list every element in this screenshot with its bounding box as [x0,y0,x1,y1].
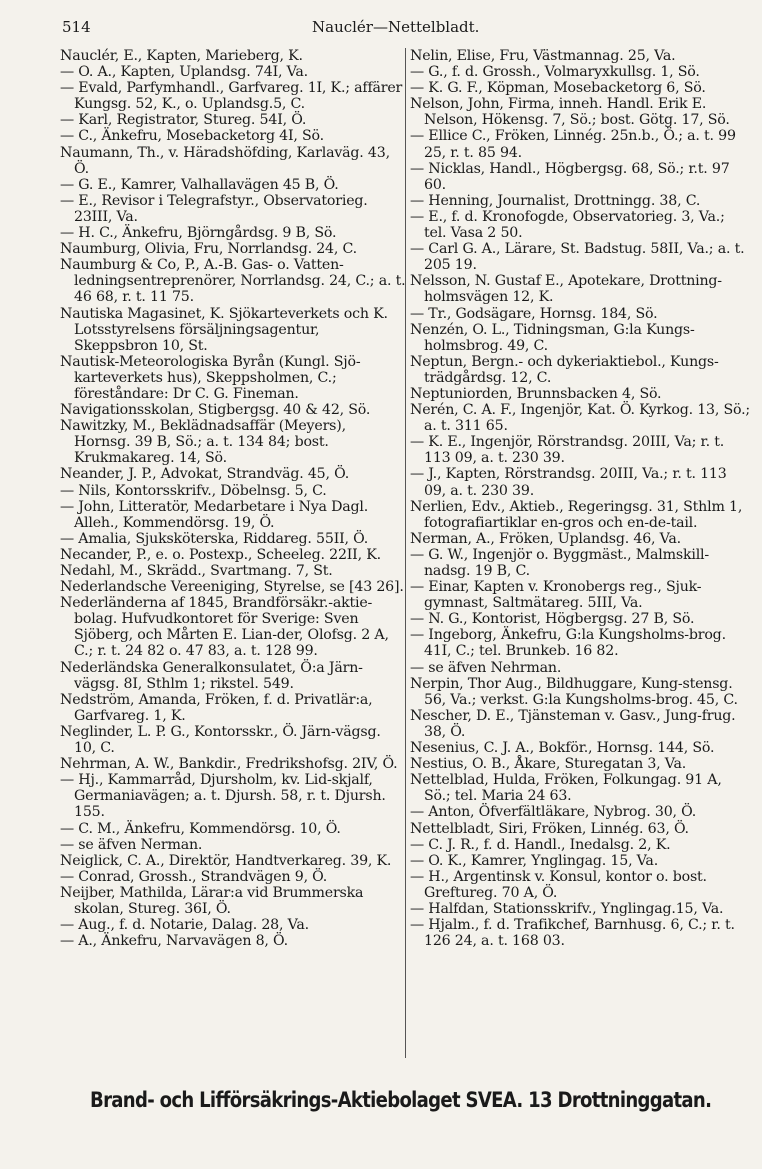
directory-entry: — G. E., Kamrer, Valhallavägen 45 B, Ö. [60,176,339,193]
directory-entry: Nelsson, N. Gustaf E., Apotekare, Drottning-holmsvägen 12, K. [410,273,722,306]
directory-entry: — H., Argentinsk v. Konsul, kontor o. bost. Greftureg. 70 A, Ö. [410,868,707,901]
directory-entry: — K. G. F., Köpman, Mosebacketorg 6, Sö. [410,80,706,97]
directory-entry: Naumburg, Olivia, Fru, Norrlandsg. 24, C. [60,241,357,258]
directory-entry: — E., Revisor i Telegrafstyr., Observatorieg. 23III, Va. [60,192,368,225]
directory-entry: Naumburg & Co, P., A.-B. Gas- o. Vatten-ledningsentreprenörer, Norrlandsg. 24, C.; a. t. 46 68, r. t. 11 75. [60,257,406,306]
directory-entry: Neander, J. P., Advokat, Strandväg. 45, Ö. [60,466,350,483]
directory-entry: — Karl, Registrator, Stureg. 54I, Ö. [60,112,307,129]
directory-entry: Nerén, C. A. F., Ingenjör, Kat. Ö. Kyrkog. 13, Sö.; a. t. 311 65. [410,402,750,435]
directory-entry: Nescher, D. E., Tjänsteman v. Gasv., Jung-frug. 38, Ö. [410,707,736,740]
directory-entry: Nawitzky, M., Beklädnadsaffär (Meyers), Hornsg. 39 B, Sö.; a. t. 134 84; bost. Krukmakareg. 14, Sö. [60,418,346,467]
directory-entry: — G., f. d. Grossh., Volmaryxkullsg. 1, Sö. [410,64,700,81]
directory-entry: — E., f. d. Kronofogde, Observatorieg. 3, Va.; tel. Vasa 2 50. [410,208,725,242]
directory-entry: Nestius, O. B., Åkare, Sturegatan 3, Va. [410,756,687,773]
directory-entry: Navigationsskolan, Stigbergsg. 40 & 42, Sö. [60,402,371,419]
directory-entry: — Anton, Öfverfältläkare, Nybrog. 30, Ö. [410,804,697,821]
left-column [60,48,406,949]
directory-entry: — se äfven Nerman. [60,836,203,853]
directory-entry: — C., Änkefru, Mosebacketorg 4I, Sö. [60,128,324,145]
directory-entry: Nederländerna af 1845, Brandförsäkr.-aktie-bolag. Hufvudkontoret för Sverige: Sven Sjöberg, och Mårten E. Lian-der, Olofsg. 2 A, C.; r. t. 24 82 o. 47 83, a. t. 128 99. [60,595,389,660]
directory-entry: — Ellice C., Fröken, Linnég. 25n.b., Ö.; a. t. 99 25, r. t. 85 94. [410,128,736,161]
directory-entry: Nesenius, C. J. A., Bokför., Hornsg. 144, Sö. [410,740,715,757]
advertisement-banner: Brand- och Lifförsäkrings-Aktiebolaget SVEA. 13 Drottninggatan. [90,1088,712,1112]
directory-entry: Nederlandsche Vereeniging, Styrelse, se [43 26]. [60,579,404,596]
directory-entry: — Evald, Parfymhandl., Garfvareg. 1I, K.; affärer Kungsg. 52, K., o. Uplandsg.5, C. [60,80,403,113]
directory-columns [60,48,750,1073]
directory-entry: — Carl G. A., Lärare, St. Badstug. 58II, Va.; a. t. 205 19. [410,241,745,274]
directory-entry: — J., Kapten, Rörstrandsg. 20III, Va.; r. t. 113 09, a. t. 230 39. [410,466,727,499]
directory-entry: Naumann, Th., v. Häradshöfding, Karlaväg. 43, Ö. [60,144,390,177]
directory-entry: Nehrman, A. W., Bankdir., Fredrikshofsg. 2IV, Ö. [60,756,398,773]
directory-entry: Nedahl, M., Skrädd., Svartmang. 7, St. [60,563,333,579]
directory-entry: — Conrad, Grossh., Strandvägen 9, Ö. [60,868,328,885]
directory-entry: Necander, P., e. o. Postexp., Scheeleg. 22II, K. [60,546,381,563]
directory-entry: Nerpin, Thor Aug., Bildhuggare, Kung-stensg. 56, Va.; verkst. G:la Kungsholms-brog. 45, C. [410,675,738,708]
right-column [410,48,750,949]
directory-entry: — K. E., Ingenjör, Rörstrandsg. 20III, Va; r. t. 113 09, a. t. 230 39. [410,434,725,467]
directory-entry: — H. C., Änkefru, Björngårdsg. 9 B, Sö. [60,225,337,242]
directory-entry: — Einar, Kapten v. Kronobergs reg., Sjuk-gymnast, Saltmätareg. 5III, Va. [410,579,702,612]
directory-entry: — Halfdan, Stationsskrifv., Ynglingag.15, Va. [410,900,724,917]
directory-entry: — Nils, Kontorsskrifv., Döbelnsg. 5, C. [60,482,327,499]
directory-entry: Nedström, Amanda, Fröken, f. d. Privatlär:a, Garfvareg. 1, K. [60,691,373,724]
directory-entry: Nautiska Magasinet, K. Sjökarteverkets och K. Lotsstyrelsens försäljningsagentur, Skeppsbron 10, St. [60,305,388,354]
directory-entry: Nenzén, O. L., Tidningsman, G:la Kungs-holmsbrog. 49, C. [410,321,695,354]
directory-entry: — O. K., Kamrer, Ynglingag. 15, Va. [410,852,658,869]
directory-entry: — Aug., f. d. Notarie, Dalag. 28, Va. [60,917,309,934]
directory-entry: Nauclér, E., Kapten, Marieberg, K. [60,48,303,64]
directory-entry: — John, Litteratör, Medarbetare i Nya Dagl. Alleh., Kommendörsg. 19, Ö. [60,498,369,531]
directory-entry: Neglinder, L. P. G., Kontorsskr., Ö. Järn-vägsg. 10, C. [60,723,381,757]
directory-entry: — Hjalm., f. d. Trafikchef, Barnhusg. 6, C.; r. t. 126 24, a. t. 168 03. [410,917,735,950]
directory-entry: Neiglick, C. A., Direktör, Handtverkareg. 39, K. [60,852,392,869]
directory-entry: — Hj., Kammarråd, Djursholm, kv. Lid-skjalf, Germaniavägen; a. t. Djursh. 58, r. t. Djursh. 155. [60,772,386,821]
directory-entry: Nerman, A., Fröken, Uplandsg. 46, Va. [410,530,681,547]
directory-entry: Nautisk-Meteorologiska Byrån (Kungl. Sjö-karteverkets hus), Skeppsholmen, C.; föreståndare: Dr C. G. Fineman. [60,353,361,402]
running-head: Nauclér—Nettelbladt. [312,18,480,36]
directory-entry: — O. A., Kapten, Uplandsg. 74I, Va. [60,64,308,81]
page-header [62,18,738,44]
directory-entry: — G. W., Ingenjör o. Byggmäst., Malmskill-nadsg. 19 B, C. [410,546,709,579]
directory-entry: — se äfven Nehrman. [410,659,562,676]
directory-entry: Nettelbladt, Siri, Fröken, Linnég. 63, Ö. [410,820,689,837]
directory-entry: Neptun, Bergn.- och dykeriaktiebol., Kungs-trädgårdsg. 12, C. [410,353,719,386]
directory-entry: — Henning, Journalist, Drottningg. 38, C. [410,192,701,209]
directory-entry: Nettelblad, Hulda, Fröken, Folkungag. 91 A, Sö.; tel. Maria 24 63. [410,772,722,805]
directory-entry: — A., Änkefru, Narvavägen 8, Ö. [60,933,288,950]
directory-entry: Nelson, John, Firma, inneh. Handl. Erik E. Nelson, Hökensg. 7, Sö.; bost. Götg. 17, Sö. [410,96,730,129]
directory-entry: Nelin, Elise, Fru, Västmannag. 25, Va. [410,48,676,64]
directory-entry: — Tr., Godsägare, Hornsg. 184, Sö. [410,305,658,322]
directory-entry: — Nicklas, Handl., Högbergsg. 68, Sö.; r.t. 97 60. [410,160,730,193]
directory-entry: — C. M., Änkefru, Kommendörsg. 10, Ö. [60,820,341,837]
directory-entry: — C. J. R., f. d. Handl., Inedalsg. 2, K. [410,836,671,853]
directory-entry: — N. G., Kontorist, Högbergsg. 27 B, Sö. [410,611,695,628]
column-divider [405,48,406,1058]
directory-entry: Nederländska Generalkonsulatet, Ö:a Järn-vägsg. 8I, Sthlm 1; rikstel. 549. [60,659,363,692]
directory-entry: — Amalia, Sjuksköterska, Riddareg. 55II, Ö. [60,530,369,547]
directory-entry: — Ingeborg, Änkefru, G:la Kungsholms-brog. 41I, C.; tel. Brunkeb. 16 82. [410,627,726,660]
page-number: 514 [62,18,91,36]
directory-entry: Neijber, Mathilda, Lärar:a vid Brummerska skolan, Stureg. 36I, Ö. [60,884,364,917]
directory-entry: Nerlien, Edv., Aktieb., Regeringsg. 31, Sthlm 1, fotografiartiklar en-gros och en-de-tail. [410,498,743,531]
directory-entry: Neptuniorden, Brunnsbacken 4, Sö. [410,385,662,402]
